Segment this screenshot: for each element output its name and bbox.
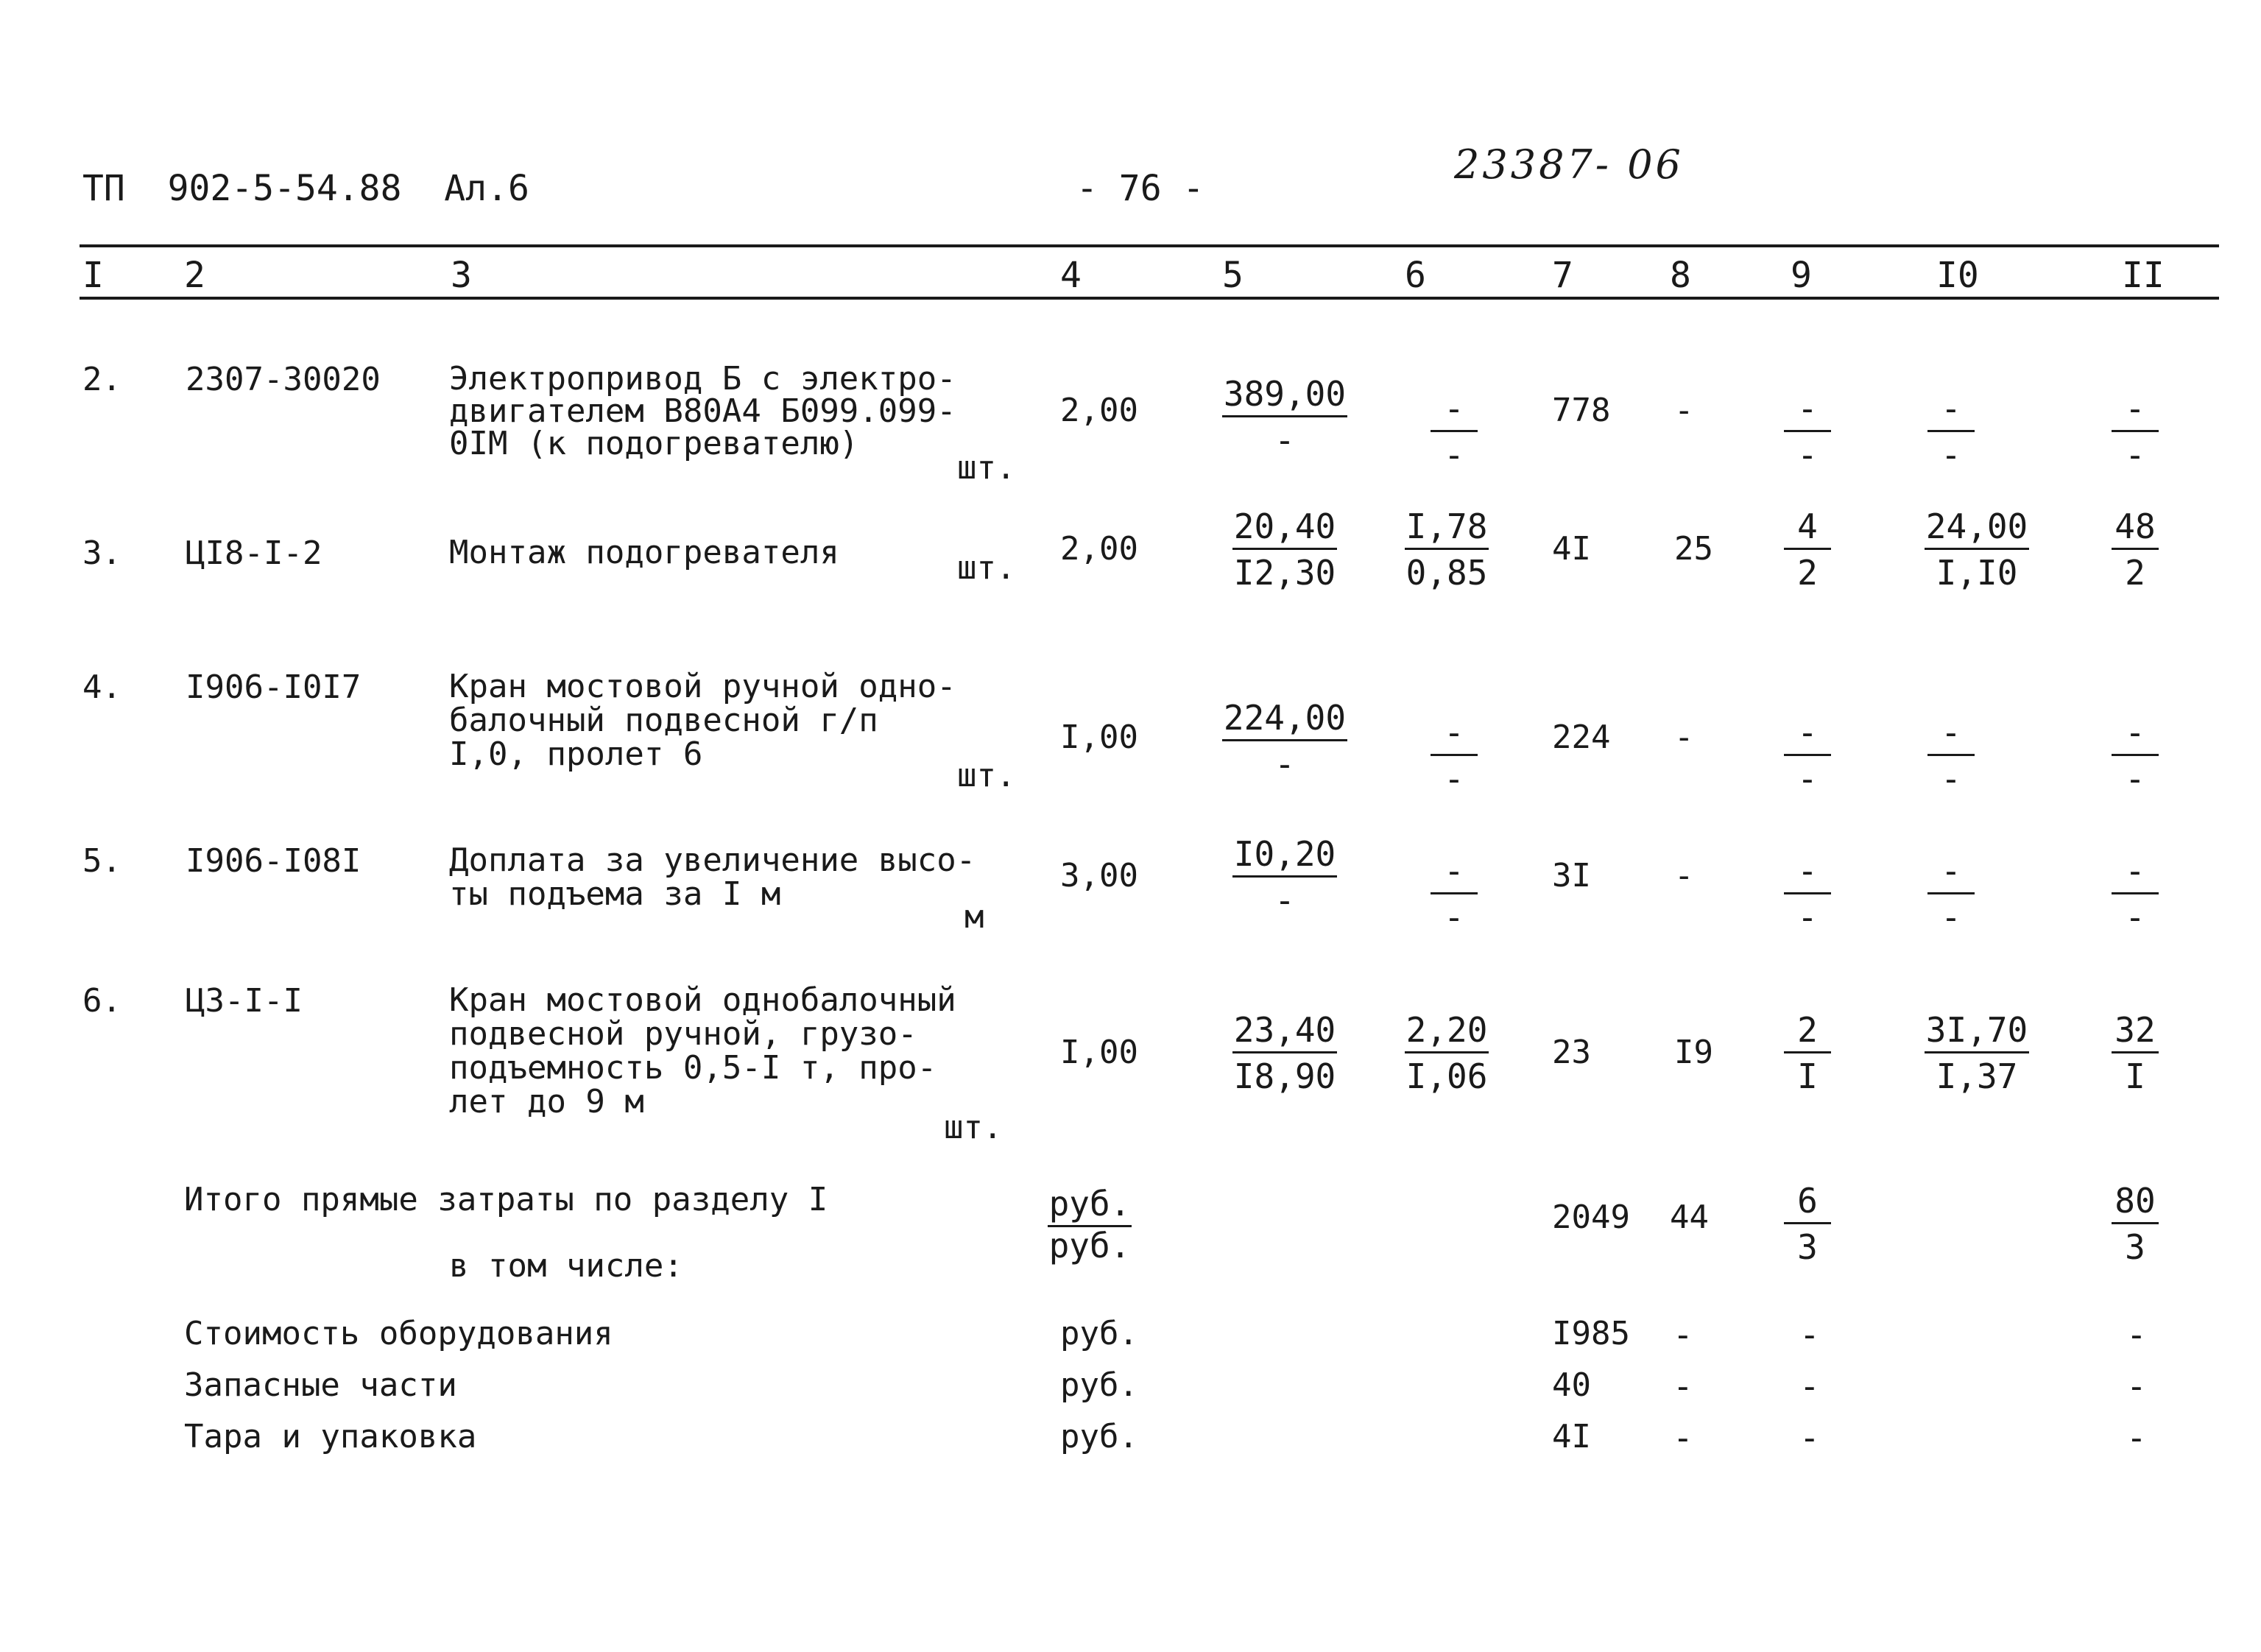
totals-item-col7: I985 (1552, 1315, 1630, 1352)
col9-value: - - (1730, 390, 1885, 473)
col9-value: - - (1730, 714, 1885, 797)
col11-value: - - (2058, 390, 2212, 473)
totals-col8: 44 (1670, 1199, 1709, 1236)
column-header: 8 (1670, 255, 1691, 296)
col5-value: 389,00 - (1223, 374, 1347, 460)
column-header: 5 (1222, 255, 1244, 296)
column-header: 6 (1405, 255, 1426, 296)
totals-item-unit: руб. (1060, 1315, 1138, 1352)
totals-item-col11: - (2126, 1315, 2147, 1355)
row-unit: шт. (957, 449, 1016, 487)
column-header: II (2122, 255, 2165, 296)
row-number: 4. (82, 668, 121, 706)
row-quantity: 2,00 (1060, 530, 1138, 568)
totals-item-label: Запасные части (184, 1366, 457, 1404)
col8-value: - (1674, 392, 1694, 429)
row-unit: шт. (957, 757, 1016, 794)
col10-value: $\frac{3I,70}{I,37}$ (1925, 1010, 2028, 1096)
row-quantity: I,00 (1060, 1034, 1138, 1071)
row-number: 6. (82, 982, 121, 1020)
col10-value: - - (1874, 853, 2028, 936)
col8-value: - (1674, 857, 1694, 894)
row-code: I906-I08I (186, 842, 361, 880)
row-quantity: 2,00 (1060, 392, 1138, 429)
col7-value: 3I (1552, 857, 1591, 894)
row-description-line: I,0, пролет 6 (449, 735, 703, 773)
row-description-line: Кран мостовой ручной одно- (449, 668, 956, 705)
col6-value: - - (1377, 714, 1531, 797)
col9-value: - - (1730, 853, 1885, 936)
column-header: 9 (1791, 255, 1812, 296)
header-rule-top (80, 244, 2219, 247)
col8-value: I9 (1674, 1034, 1713, 1071)
row-quantity: 3,00 (1060, 857, 1138, 894)
col7-value: 4I (1552, 530, 1591, 568)
col11-value: - - (2058, 853, 2212, 936)
totals-col9: $\frac{6}{3}$ (1730, 1182, 1885, 1266)
row-unit: шт. (944, 1109, 1003, 1146)
col5-value: 224,00 - (1223, 698, 1347, 784)
row-description-line: Кран мостовой однобалочный (449, 981, 956, 1019)
col6-value: - - (1377, 853, 1531, 936)
totals-item-col11: - (2126, 1366, 2147, 1406)
row-code: 2307-30020 (186, 361, 381, 398)
row-unit: шт. (957, 549, 1016, 587)
row-description-line: подъемность 0,5-I т, про- (449, 1049, 937, 1087)
row-description-line: двигателем В80А4 Б099.099- (449, 392, 956, 430)
row-number: 5. (82, 842, 121, 880)
column-header: 3 (451, 255, 472, 296)
totals-item-unit: руб. (1060, 1366, 1138, 1404)
totals-item-col8: - (1673, 1366, 1693, 1406)
col6-value: $\frac{I,78}{0,85}$ (1405, 506, 1488, 593)
row-description-line: лет до 9 м (449, 1083, 644, 1120)
row-number: 2. (82, 361, 121, 398)
col7-value: 778 (1552, 392, 1611, 429)
column-header: I (82, 255, 104, 296)
col10-value: $\frac{24,00}{I,I0}$ (1925, 506, 2028, 593)
totals-col11: $\frac{80}{3}$ (2058, 1182, 2212, 1266)
row-number: 3. (82, 534, 121, 572)
column-header: 7 (1552, 255, 1573, 296)
totals-item-col8: - (1673, 1418, 1693, 1458)
header-rule-bottom (80, 297, 2219, 300)
totals-item-col9: - (1799, 1315, 1820, 1355)
col10-value: - - (1874, 714, 2028, 797)
row-quantity: I,00 (1060, 719, 1138, 756)
col5-value: I0,20 - (1233, 834, 1336, 920)
column-header: I0 (1936, 255, 1979, 296)
row-description-line: Электропривод Б с электро- (449, 360, 956, 398)
totals-item-col11: - (2126, 1418, 2147, 1458)
totals-item-col9: - (1799, 1418, 1820, 1458)
page-number: - 76 - (1076, 168, 1204, 209)
col6-value: $\frac{2,20}{I,06}$ (1405, 1010, 1488, 1096)
handwritten-number: 23387- 06 (1454, 141, 1684, 188)
col7-value: 224 (1552, 719, 1611, 756)
including-label: в том числе: (449, 1247, 683, 1285)
totals-col7: 2049 (1552, 1199, 1630, 1236)
col9-value: $\frac{4}{2}$ (1730, 508, 1885, 591)
row-description-line: подвесной ручной, грузо- (449, 1015, 917, 1053)
row-description-line: балочный подвесной г/п (449, 702, 878, 739)
row-unit: м (964, 898, 984, 936)
totals-item-label: Тара и упаковка (184, 1418, 477, 1455)
col11-value: $\frac{32}{I}$ (2058, 1012, 2212, 1095)
col5-value: $\frac{23,40}{I8,90}$ (1233, 1010, 1336, 1096)
col10-value: - - (1874, 390, 2028, 473)
totals-item-col9: - (1799, 1366, 1820, 1406)
totals-item-col7: 40 (1552, 1366, 1591, 1404)
row-description-line: ты подъема за I м (449, 875, 781, 913)
totals-item-label: Стоимость оборудования (184, 1315, 613, 1352)
col11-value: - - (2058, 714, 2212, 797)
row-code: Ц3-I-I (186, 982, 303, 1020)
col11-value: $\frac{48}{2}$ (2058, 508, 2212, 591)
col8-value: 25 (1674, 530, 1713, 568)
col9-value: $\frac{2}{I}$ (1730, 1012, 1885, 1095)
col8-value: - (1674, 719, 1694, 756)
document-code: ТП 902-5-54.88 Ал.6 (82, 168, 529, 209)
totals-item-col7: 4I (1552, 1418, 1591, 1455)
row-code: I906-I0I7 (186, 668, 361, 706)
totals-label: Итого прямые затраты по разделу I (184, 1181, 828, 1218)
col6-value: - - (1377, 390, 1531, 473)
totals-item-col8: - (1673, 1315, 1693, 1355)
row-description-line: Доплата за увеличение высо- (449, 841, 976, 879)
row-description-line: Монтаж подогревателя (449, 534, 839, 571)
row-code: ЦI8-I-2 (186, 534, 322, 572)
totals-unit: руб. руб. (1048, 1184, 1131, 1266)
col7-value: 23 (1552, 1034, 1591, 1071)
row-description-line: 0IМ (к подогревателю) (449, 425, 859, 462)
totals-item-unit: руб. (1060, 1418, 1138, 1455)
column-header: 2 (184, 255, 205, 296)
column-header: 4 (1060, 255, 1082, 296)
col5-value: $\frac{20,40}{I2,30}$ (1233, 506, 1336, 593)
